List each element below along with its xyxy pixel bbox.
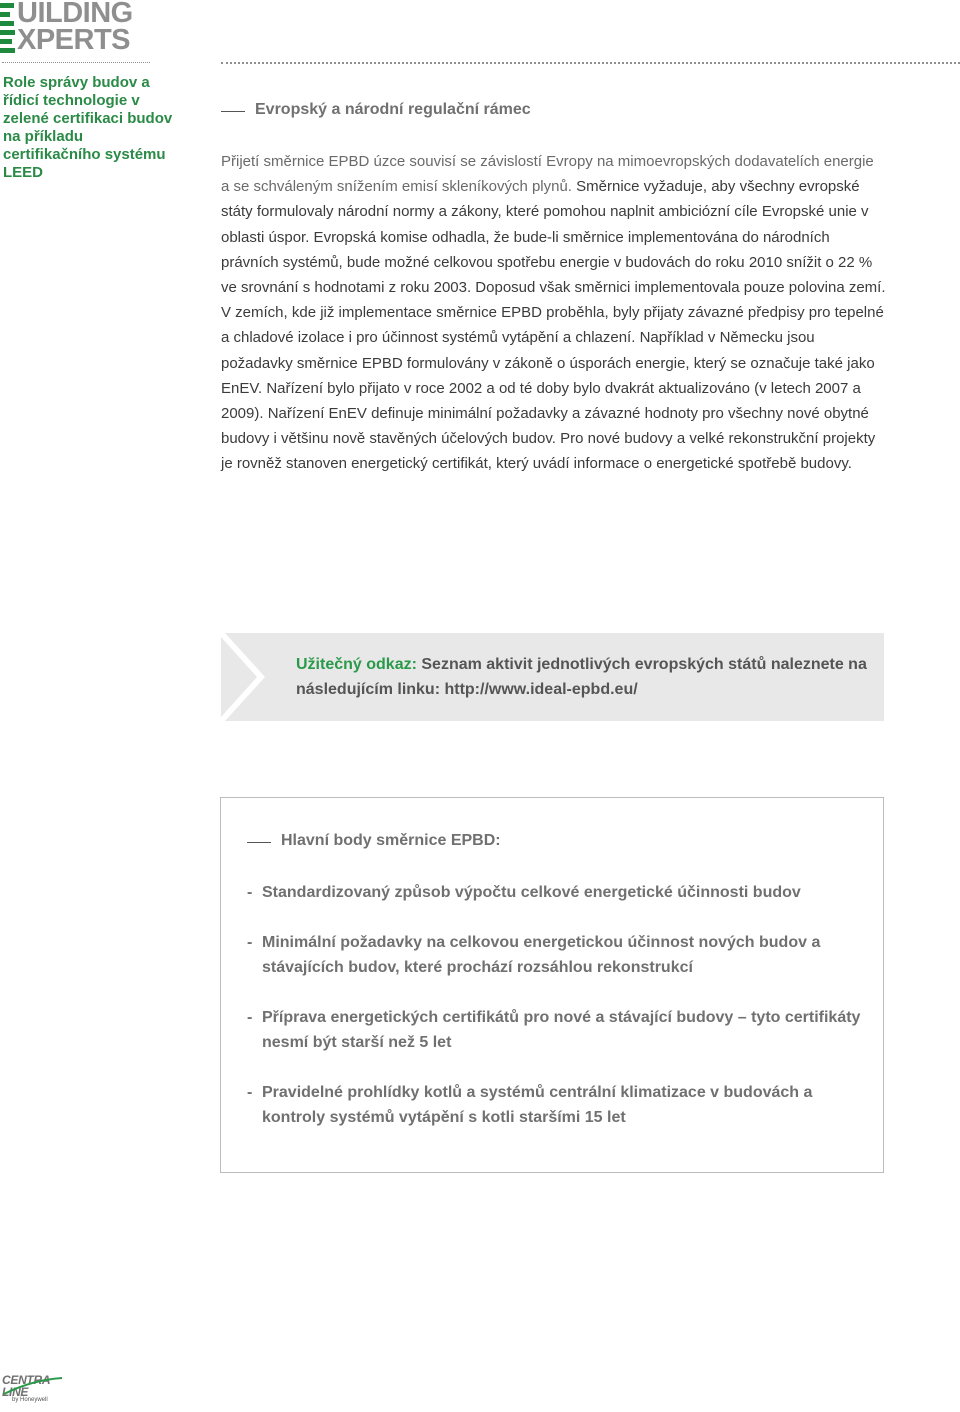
box-heading — [247, 832, 501, 850]
heading-dash — [247, 842, 271, 843]
section-heading — [221, 101, 531, 119]
useful-link-callout — [221, 633, 884, 721]
list-item-text: Příprava energetických certifikátů pro nové a stávající budovy – tyto certifikáty nesmí být starší než 5 let — [262, 1009, 861, 1051]
logo-word-2: XPERTS — [17, 24, 131, 56]
logo-word-1: UILDING — [17, 0, 133, 29]
list-item — [247, 1080, 867, 1130]
callout-label: Užitečný odkaz: — [296, 656, 417, 673]
list-item — [247, 880, 867, 905]
logo-line-2 — [0, 24, 160, 56]
list-bullet: - — [247, 1009, 253, 1026]
box-heading-text: Hlavní body směrnice EPBD: — [281, 832, 501, 849]
footer-logo-sub: by Honeywell — [12, 1397, 48, 1403]
list-bullet: - — [247, 1084, 253, 1101]
logo-b-mark — [0, 1, 16, 25]
chevron-right-icon — [221, 633, 269, 721]
list-item — [247, 930, 867, 980]
list-item-text: Minimální požadavky na celkovou energetickou účinnost nových budov a stávajících budov, které prochází rozsáhlou rekonstrukcí — [262, 934, 821, 976]
sidebar-divider — [2, 62, 150, 63]
body-text-part-b: Evropská komise odhadla, že bude-li směrnice implementována do národních právních systémů, bude možné celkovou spotřebu energie v budovách do roku 2010 snížit o 22 % ve srovnání s hodnotami z roku 2003. Doposud však směrnici implementovala pouze polovina zemí. V zemích, kde již implementace směrnice EPBD proběhla, byly přijaty závazné předpisy pro tepelné a chladové izolace i pro účinnost systémů vytápění a chlazení. Například v Německu jsou požadavky směrnice EPBD formulovány v zákoně o úsporách energie, který se označuje také jako EnEV. Nařízení bylo přijato v roce 2002 a od té doby bylo dvakrát aktualizováno (v letech 2007 a 2009). Nařízení EnEV definuje minimální požadavky a závazné hodnoty pro všechny nové obytné budovy i většinu nově stavěných účelových budov. Pro nové budovy a velké rekonstrukční projekty je rovněž stanoven energetický certifikát, který uvádí informace o energetické spotřebě budovy. — [221, 228, 886, 473]
callout-text — [296, 652, 876, 702]
callout-link-text[interactable]: Seznam aktivit jednotlivých evropských států naleznete na následujícím linku: http://www.ideal-epbd.eu/ — [296, 656, 867, 698]
epbd-key-points-box — [220, 797, 884, 1173]
list-item — [247, 1005, 867, 1055]
heading-dash — [221, 111, 245, 112]
list-bullet: - — [247, 934, 253, 951]
list-item-text: Pravidelné prohlídky kotlů a systémů centrální klimatizace v budovách a kontroly systémů vytápění s kotli staršími 15 let — [262, 1084, 813, 1126]
body-paragraph — [221, 149, 886, 477]
list-item-text: Standardizovaný způsob výpočtu celkové energetické účinnosti budov — [262, 884, 801, 901]
logo-e-mark — [0, 28, 16, 52]
centraline-logo — [2, 1374, 72, 1406]
centraline-swoosh-icon — [2, 1374, 64, 1398]
logo-line-1 — [0, 0, 160, 27]
building-experts-logo — [0, 0, 160, 54]
body-text-part-a: Směrnice vyžaduje, aby všechny evropské státy formulovaly národní normy a zákony, které pomohou naplnit ambiciózní cíle Evropské unie v oblasti úspor. — [221, 178, 869, 246]
header-divider — [221, 62, 960, 64]
sidebar-title: Role správy budov a řídicí technologie v zelené certifikaci budov na příkladu certifikačního systému LEED — [3, 74, 173, 181]
key-points-list — [247, 880, 867, 1155]
body-text-intro: Přijetí směrnice EPBD úzce souvisí se závislostí Evropy na mimoevropských dodavatelích energie a se schváleným snížením emisí skleníkových plynů. — [221, 153, 874, 196]
section-heading-text: Evropský a národní regulační rámec — [255, 101, 531, 118]
footer-logo-text: CENTRA LINE — [2, 1373, 50, 1399]
list-bullet: - — [247, 884, 253, 901]
